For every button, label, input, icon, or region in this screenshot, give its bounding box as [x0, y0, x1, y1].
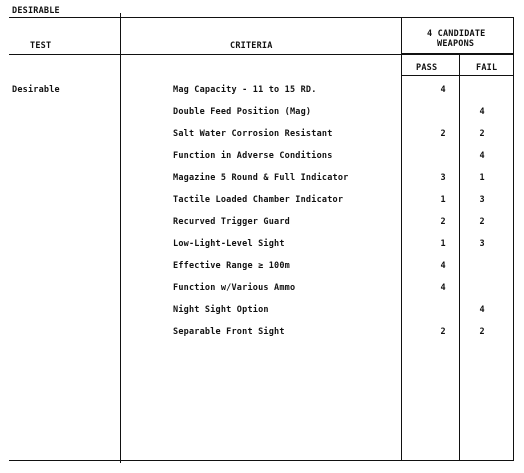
criteria-text: Low-Light-Level Sight — [173, 239, 285, 249]
criteria-text: Function w/Various Ammo — [173, 283, 296, 293]
pass-count: 1 — [440, 239, 446, 249]
fail-count: 1 — [479, 173, 485, 183]
criteria-text: Mag Capacity - 11 to 15 RD. — [173, 85, 317, 95]
criteria-text: Tactile Loaded Chamber Indicator — [173, 195, 344, 205]
corner-label: DESIRABLE — [12, 6, 60, 16]
top-rule — [9, 17, 514, 18]
header-candidate-weapons-line2: WEAPONS — [437, 39, 475, 49]
header-test: TEST — [30, 41, 52, 51]
pass-fail-bottom-rule — [401, 75, 514, 76]
fail-count: 2 — [479, 327, 485, 337]
fail-count: 2 — [479, 129, 485, 139]
pass-count: 2 — [440, 327, 446, 337]
header-criteria: CRITERIA — [230, 41, 273, 51]
pass-count: 3 — [440, 173, 446, 183]
test-criteria-divider — [120, 13, 121, 463]
fail-count: 2 — [479, 217, 485, 227]
header-bottom-rule — [9, 54, 514, 55]
fail-count: 4 — [479, 107, 485, 117]
bottom-rule — [9, 460, 514, 461]
pass-count: 1 — [440, 195, 446, 205]
pass-fail-divider — [459, 54, 460, 460]
criteria-text: Magazine 5 Round & Full Indicator — [173, 173, 349, 183]
pass-count: 2 — [440, 129, 446, 139]
right-border — [513, 17, 514, 460]
pass-count: 4 — [440, 261, 446, 271]
fail-count: 3 — [479, 239, 485, 249]
test-label: Desirable — [12, 85, 60, 95]
fail-count: 3 — [479, 195, 485, 205]
criteria-text: Recurved Trigger Guard — [173, 217, 290, 227]
fail-count: 4 — [479, 305, 485, 315]
criteria-text: Double Feed Position (Mag) — [173, 107, 312, 117]
pass-count: 4 — [440, 85, 446, 95]
criteria-text: Salt Water Corrosion Resistant — [173, 129, 333, 139]
header-candidate-weapons-line1: 4 CANDIDATE — [427, 29, 486, 39]
pass-count: 4 — [440, 283, 446, 293]
pass-fail-top-rule — [401, 53, 514, 54]
criteria-weapons-divider — [401, 17, 402, 460]
header-fail: FAIL — [476, 63, 498, 73]
criteria-text: Function in Adverse Conditions — [173, 151, 333, 161]
pass-count: 2 — [440, 217, 446, 227]
criteria-text: Effective Range ≥ 100m — [173, 261, 290, 271]
header-pass: PASS — [416, 63, 438, 73]
criteria-text: Night Sight Option — [173, 305, 269, 315]
criteria-text: Separable Front Sight — [173, 327, 285, 337]
fail-count: 4 — [479, 151, 485, 161]
